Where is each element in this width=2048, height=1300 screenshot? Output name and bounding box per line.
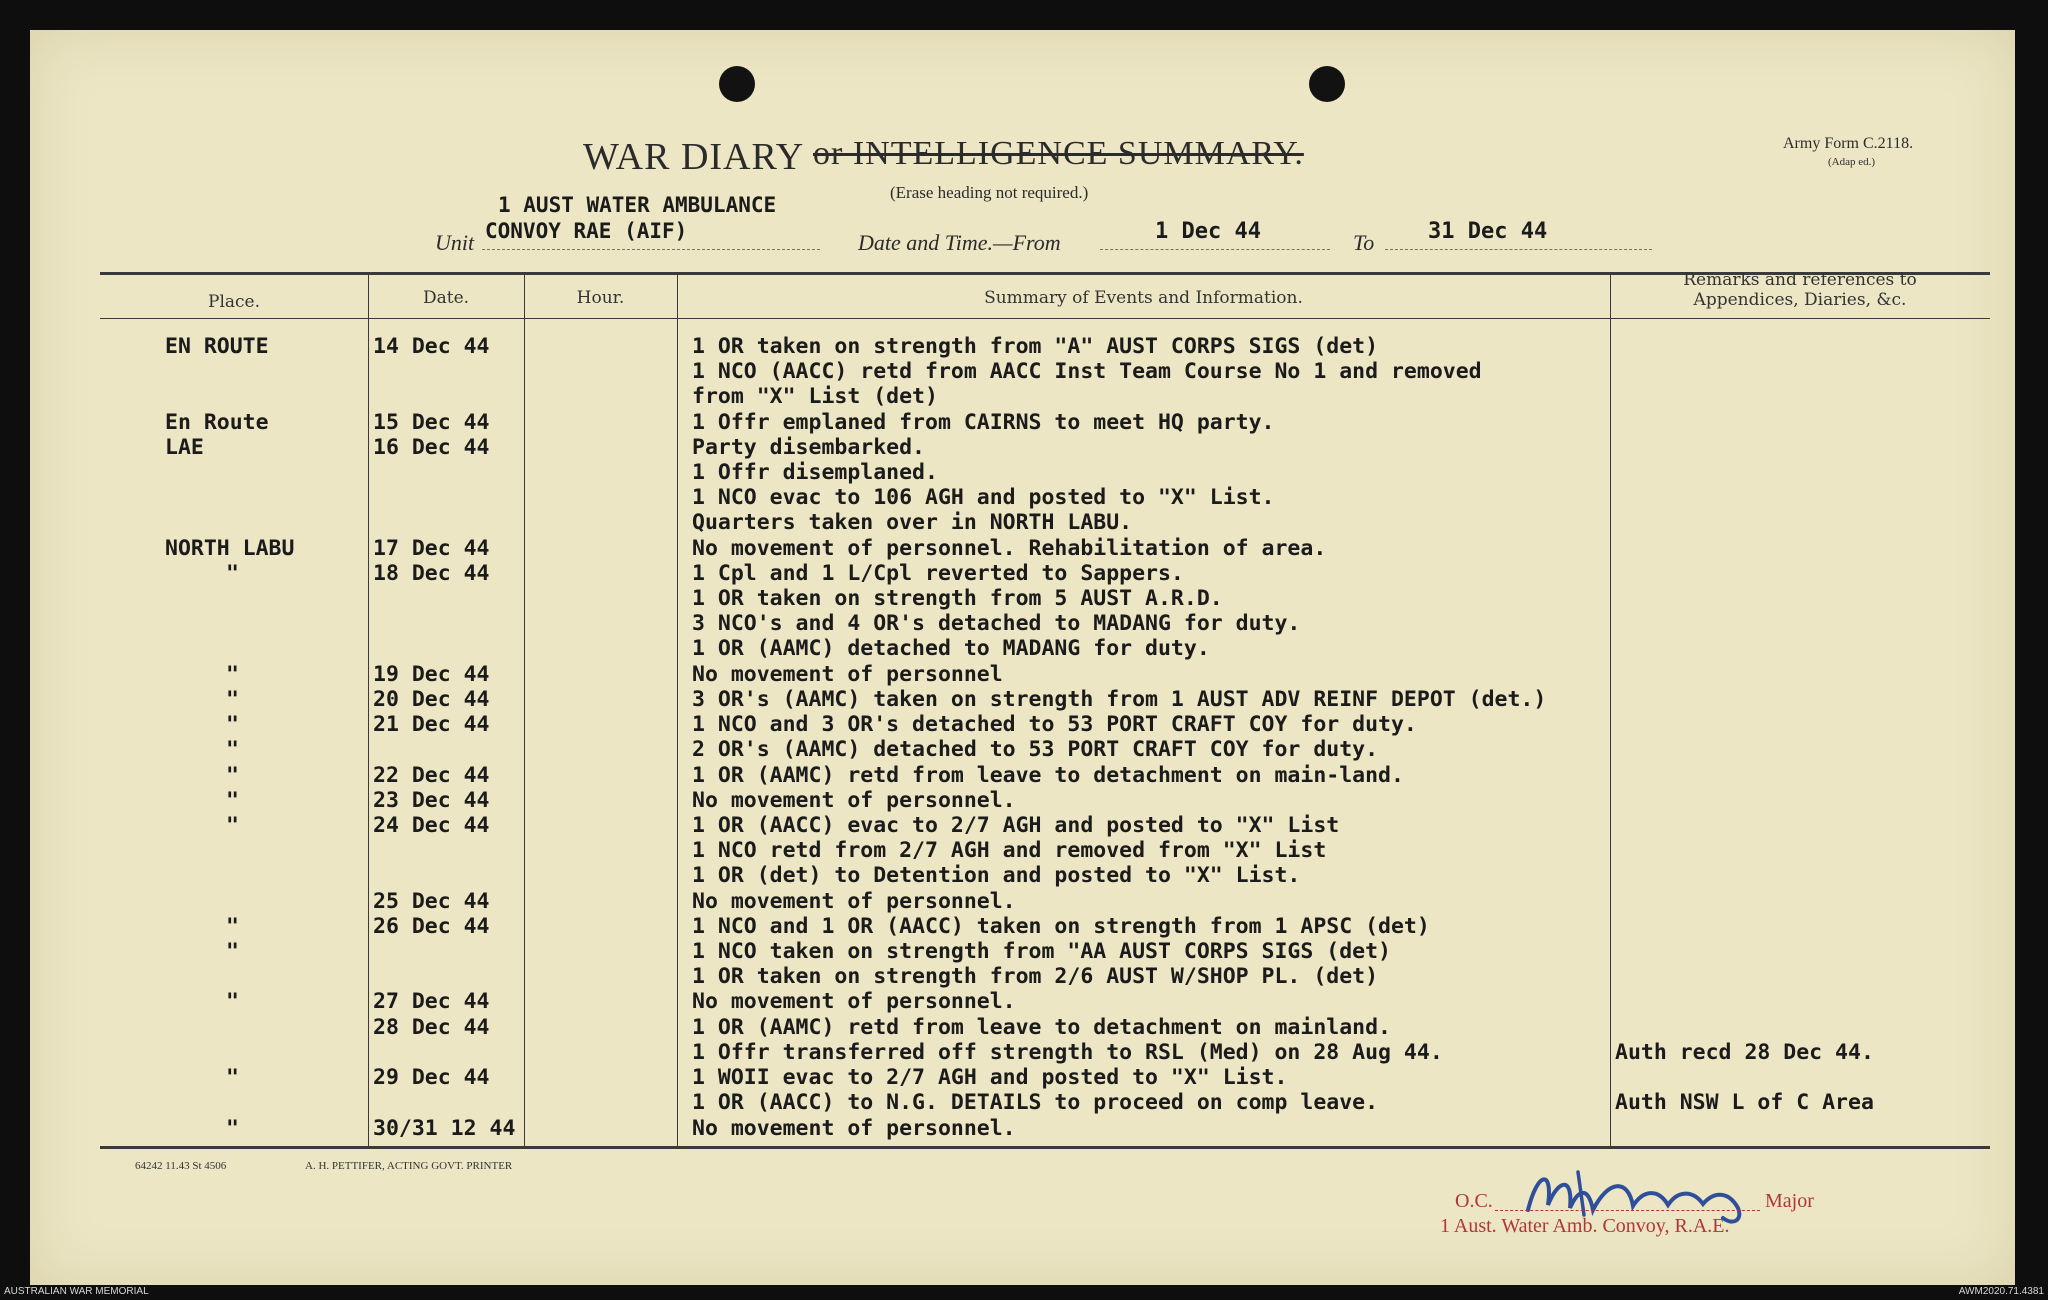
summary-line: 1 OR (AAMC) retd from leave to detachment on main-land. — [692, 763, 1404, 788]
army-form-adapted: (Adap ed.) — [1828, 156, 1876, 168]
column-header-remarks-2: Appendices, Diaries, &c. — [1693, 290, 1907, 310]
summary-line: 1 Offr emplaned from CAIRNS to meet HQ party. — [692, 410, 1275, 435]
erase-note: (Erase heading not required.) — [890, 183, 1089, 202]
date-from-underline — [1100, 249, 1330, 250]
summary-line: 1 NCO evac to 106 AGH and posted to "X" List. — [692, 485, 1275, 510]
date-to: 31 Dec 44 — [1428, 219, 1548, 244]
date-entry: 14 Dec 44 — [373, 334, 490, 359]
printer-credit: A. H. PETTIFER, ACTING GOVT. PRINTER — [305, 1160, 513, 1172]
place-ditto: " — [226, 813, 239, 838]
punch-hole-right — [1309, 66, 1345, 102]
column-divider-hour — [677, 275, 678, 1146]
unit-name-line1: 1 AUST WATER AMBULANCE — [498, 193, 777, 217]
place-ditto: " — [226, 687, 239, 712]
date-to-underline — [1385, 249, 1652, 250]
date-entry: 18 Dec 44 — [373, 561, 490, 586]
archive-name: AUSTRALIAN WAR MEMORIAL — [4, 1286, 149, 1297]
unit-label: Unit — [435, 230, 475, 255]
summary-line: 1 OR (det) to Detention and posted to "X" List. — [692, 863, 1301, 888]
place-entry: NORTH LABU — [165, 536, 295, 561]
summary-line: from "X" List (det) — [692, 384, 938, 409]
summary-line: No movement of personnel. — [692, 788, 1016, 813]
summary-line: 1 OR (AACC) evac to 2/7 AGH and posted to "X" List — [692, 813, 1340, 838]
column-divider-date — [524, 275, 525, 1146]
summary-line: 1 Offr transferred off strength to RSL (Med) on 28 Aug 44. — [692, 1040, 1443, 1065]
date-entry: 17 Dec 44 — [373, 536, 490, 561]
summary-line: 1 OR taken on strength from "A" AUST CORPS SIGS (det) — [692, 334, 1379, 359]
date-to-label: To — [1353, 230, 1375, 255]
column-header-summary: Summary of Events and Information. — [984, 288, 1303, 308]
army-form-number: Army Form C.2118. — [1783, 135, 1914, 152]
summary-line: 1 OR (AAMC) detached to MADANG for duty. — [692, 636, 1210, 661]
date-entry: 22 Dec 44 — [373, 763, 490, 788]
column-divider-place — [368, 275, 369, 1146]
summary-line: 1 NCO taken on strength from "AA AUST CORPS SIGS (det) — [692, 939, 1391, 964]
place-ditto: " — [226, 1065, 239, 1090]
date-entry: 28 Dec 44 — [373, 1015, 490, 1040]
summary-line: 3 OR's (AAMC) taken on strength from 1 AUST ADV REINF DEPOT (det.) — [692, 687, 1547, 712]
summary-line: 1 NCO (AACC) retd from AACC Inst Team Course No 1 and removed — [692, 359, 1482, 384]
summary-line: No movement of personnel. — [692, 989, 1016, 1014]
summary-line: 2 OR's (AAMC) detached to 53 PORT CRAFT COY for duty. — [692, 737, 1379, 762]
summary-line: 1 OR (AAMC) retd from leave to detachment on mainland. — [692, 1015, 1391, 1040]
header-row-rule — [100, 318, 1990, 319]
place-ditto: " — [226, 763, 239, 788]
struck-heading: or INTELLIGENCE SUMMARY. — [813, 135, 1304, 172]
date-entry: 21 Dec 44 — [373, 712, 490, 737]
place-ditto: " — [226, 989, 239, 1014]
summary-line: 1 WOII evac to 2/7 AGH and posted to "X" List. — [692, 1065, 1288, 1090]
summary-line: No movement of personnel. — [692, 889, 1016, 914]
date-entry: 30/31 12 44 — [373, 1116, 516, 1141]
date-entry: 26 Dec 44 — [373, 914, 490, 939]
remark-entry: Auth NSW L of C Area — [1615, 1090, 1874, 1115]
date-entry: 20 Dec 44 — [373, 687, 490, 712]
summary-line: Party disembarked. — [692, 435, 925, 460]
table-bottom-rule — [100, 1146, 1990, 1149]
signatory-rank: Major — [1765, 1190, 1814, 1212]
column-header-remarks-1: Remarks and references to — [1683, 270, 1917, 290]
unit-underline — [482, 249, 820, 250]
form-print-code: 64242 11.43 St 4506 — [135, 1160, 227, 1172]
summary-line: Quarters taken over in NORTH LABU. — [692, 510, 1133, 535]
date-entry: 25 Dec 44 — [373, 889, 490, 914]
place-ditto: " — [226, 737, 239, 762]
date-entry: 29 Dec 44 — [373, 1065, 490, 1090]
summary-line: 1 Cpl and 1 L/Cpl reverted to Sappers. — [692, 561, 1184, 586]
place-entry: En Route — [165, 410, 269, 435]
summary-line: No movement of personnel. — [692, 1116, 1016, 1141]
archive-reference: AWM2020.71.4381 — [1958, 1286, 2044, 1297]
summary-line: 1 NCO and 1 OR (AACC) taken on strength from 1 APSC (det) — [692, 914, 1430, 939]
unit-name-line2: CONVOY RAE (AIF) — [485, 219, 688, 243]
place-ditto: " — [226, 1116, 239, 1141]
column-divider-summary — [1610, 275, 1611, 1146]
summary-line: No movement of personnel — [692, 662, 1003, 687]
summary-line: 1 NCO and 3 OR's detached to 53 PORT CRAFT COY for duty. — [692, 712, 1417, 737]
diary-page — [30, 30, 2015, 1285]
signatory-unit: 1 Aust. Water Amb. Convoy, R.A.E. — [1440, 1215, 1730, 1237]
place-ditto: " — [226, 561, 239, 586]
date-from-label: Date and Time.—From — [858, 230, 1061, 255]
place-ditto: " — [226, 914, 239, 939]
place-ditto: " — [226, 939, 239, 964]
date-from: 1 Dec 44 — [1155, 219, 1261, 244]
date-entry: 27 Dec 44 — [373, 989, 490, 1014]
column-header-place: Place. — [208, 292, 260, 312]
page-title: WAR DIARY — [583, 136, 805, 178]
summary-line: 1 OR taken on strength from 5 AUST A.R.D. — [692, 586, 1223, 611]
date-entry: 24 Dec 44 — [373, 813, 490, 838]
date-entry: 15 Dec 44 — [373, 410, 490, 435]
summary-line: 1 Offr disemplaned. — [692, 460, 938, 485]
summary-line: 1 OR taken on strength from 2/6 AUST W/SHOP PL. (det) — [692, 964, 1379, 989]
place-ditto: " — [226, 788, 239, 813]
place-entry: LAE — [165, 435, 204, 460]
place-ditto: " — [226, 662, 239, 687]
punch-hole-left — [719, 66, 755, 102]
column-header-hour: Hour. — [576, 288, 625, 308]
summary-line: No movement of personnel. Rehabilitation of area. — [692, 536, 1327, 561]
column-header-date: Date. — [422, 288, 470, 308]
remark-entry: Auth recd 28 Dec 44. — [1615, 1040, 1874, 1065]
summary-line: 1 OR (AACC) to N.G. DETAILS to proceed on comp leave. — [692, 1090, 1379, 1115]
date-entry: 16 Dec 44 — [373, 435, 490, 460]
summary-line: 1 NCO retd from 2/7 AGH and removed from "X" List — [692, 838, 1327, 863]
summary-line: 3 NCO's and 4 OR's detached to MADANG for duty. — [692, 611, 1301, 636]
archive-footer-bar — [0, 1285, 2048, 1300]
oc-label: O.C. — [1455, 1190, 1493, 1212]
date-entry: 23 Dec 44 — [373, 788, 490, 813]
place-entry: EN ROUTE — [165, 334, 269, 359]
place-ditto: " — [226, 712, 239, 737]
signature-dotted-line — [1495, 1210, 1760, 1211]
date-entry: 19 Dec 44 — [373, 662, 490, 687]
